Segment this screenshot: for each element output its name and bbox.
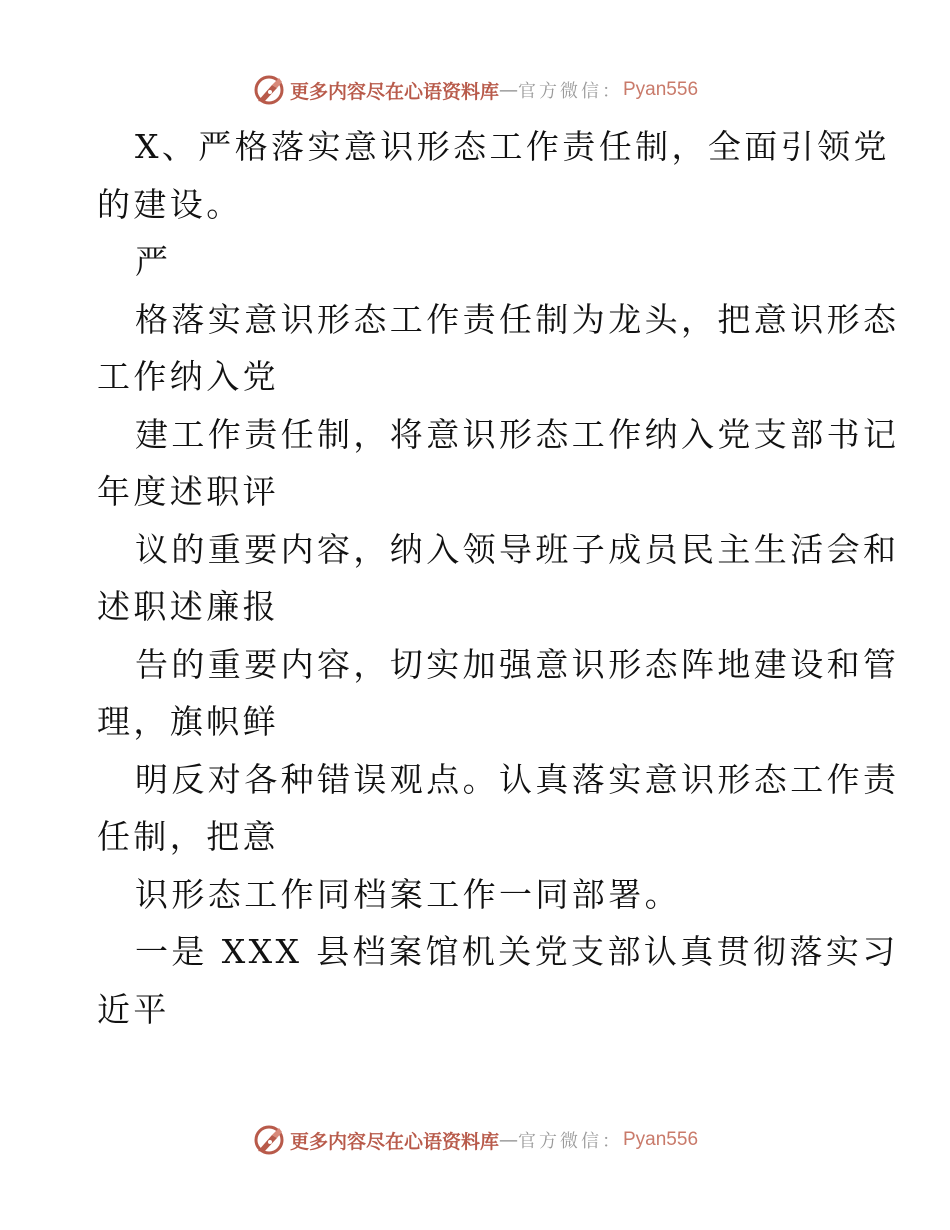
watermark-brand: 更多内容尽在心语资料库 — [289, 80, 499, 103]
pen-nib-logo-icon — [252, 1123, 286, 1157]
text-line: 工作纳入党 — [97, 357, 279, 396]
text-line: 年度述职评 — [97, 472, 279, 511]
header-watermark — [0, 70, 950, 110]
text-line: 识形态工作同档案工作一同部署。 — [135, 874, 681, 914]
text-line: 的建设。 — [97, 184, 243, 224]
watermark-official-label: 官方微信： — [518, 81, 623, 102]
watermark-wechat-id: Pyan556 — [623, 79, 699, 100]
text-line: 理，旗帜鲜 — [97, 702, 279, 741]
text-line: 告的重要内容，切实加强意识形态阵地建设和管 — [135, 644, 900, 684]
text-line: 建工作责任制，将意识形态工作纳入党支部书记 — [135, 414, 900, 454]
watermark-official-label: 官方微信： — [518, 1131, 623, 1152]
text-line: 议的重要内容，纳入领导班子成员民主生活会和 — [135, 529, 900, 569]
document-body — [97, 118, 900, 1038]
text-line: X、严格落实意识形态工作责任制，全面引领党 — [135, 127, 890, 166]
watermark-separator: — — [499, 79, 518, 101]
pen-nib-logo-icon — [252, 73, 286, 107]
text-line: 严 — [135, 242, 172, 281]
text-line: 近平 — [97, 989, 170, 1029]
watermark-wechat-id: Pyan556 — [623, 1129, 699, 1150]
text-line: 述职述廉报 — [97, 587, 279, 626]
watermark-brand: 更多内容尽在心语资料库 — [289, 1130, 499, 1153]
text-line: 格落实意识形态工作责任制为龙头，把意识形态 — [135, 299, 900, 339]
text-line: 一是 XXX 县档案馆机关党支部认真贯彻落实习 — [135, 932, 899, 971]
footer-watermark — [0, 1120, 950, 1160]
text-line: 明反对各种错误观点。认真落实意识形态工作责 — [135, 759, 900, 799]
text-line: 任制，把意 — [97, 817, 279, 856]
watermark-separator: — — [499, 1129, 518, 1151]
